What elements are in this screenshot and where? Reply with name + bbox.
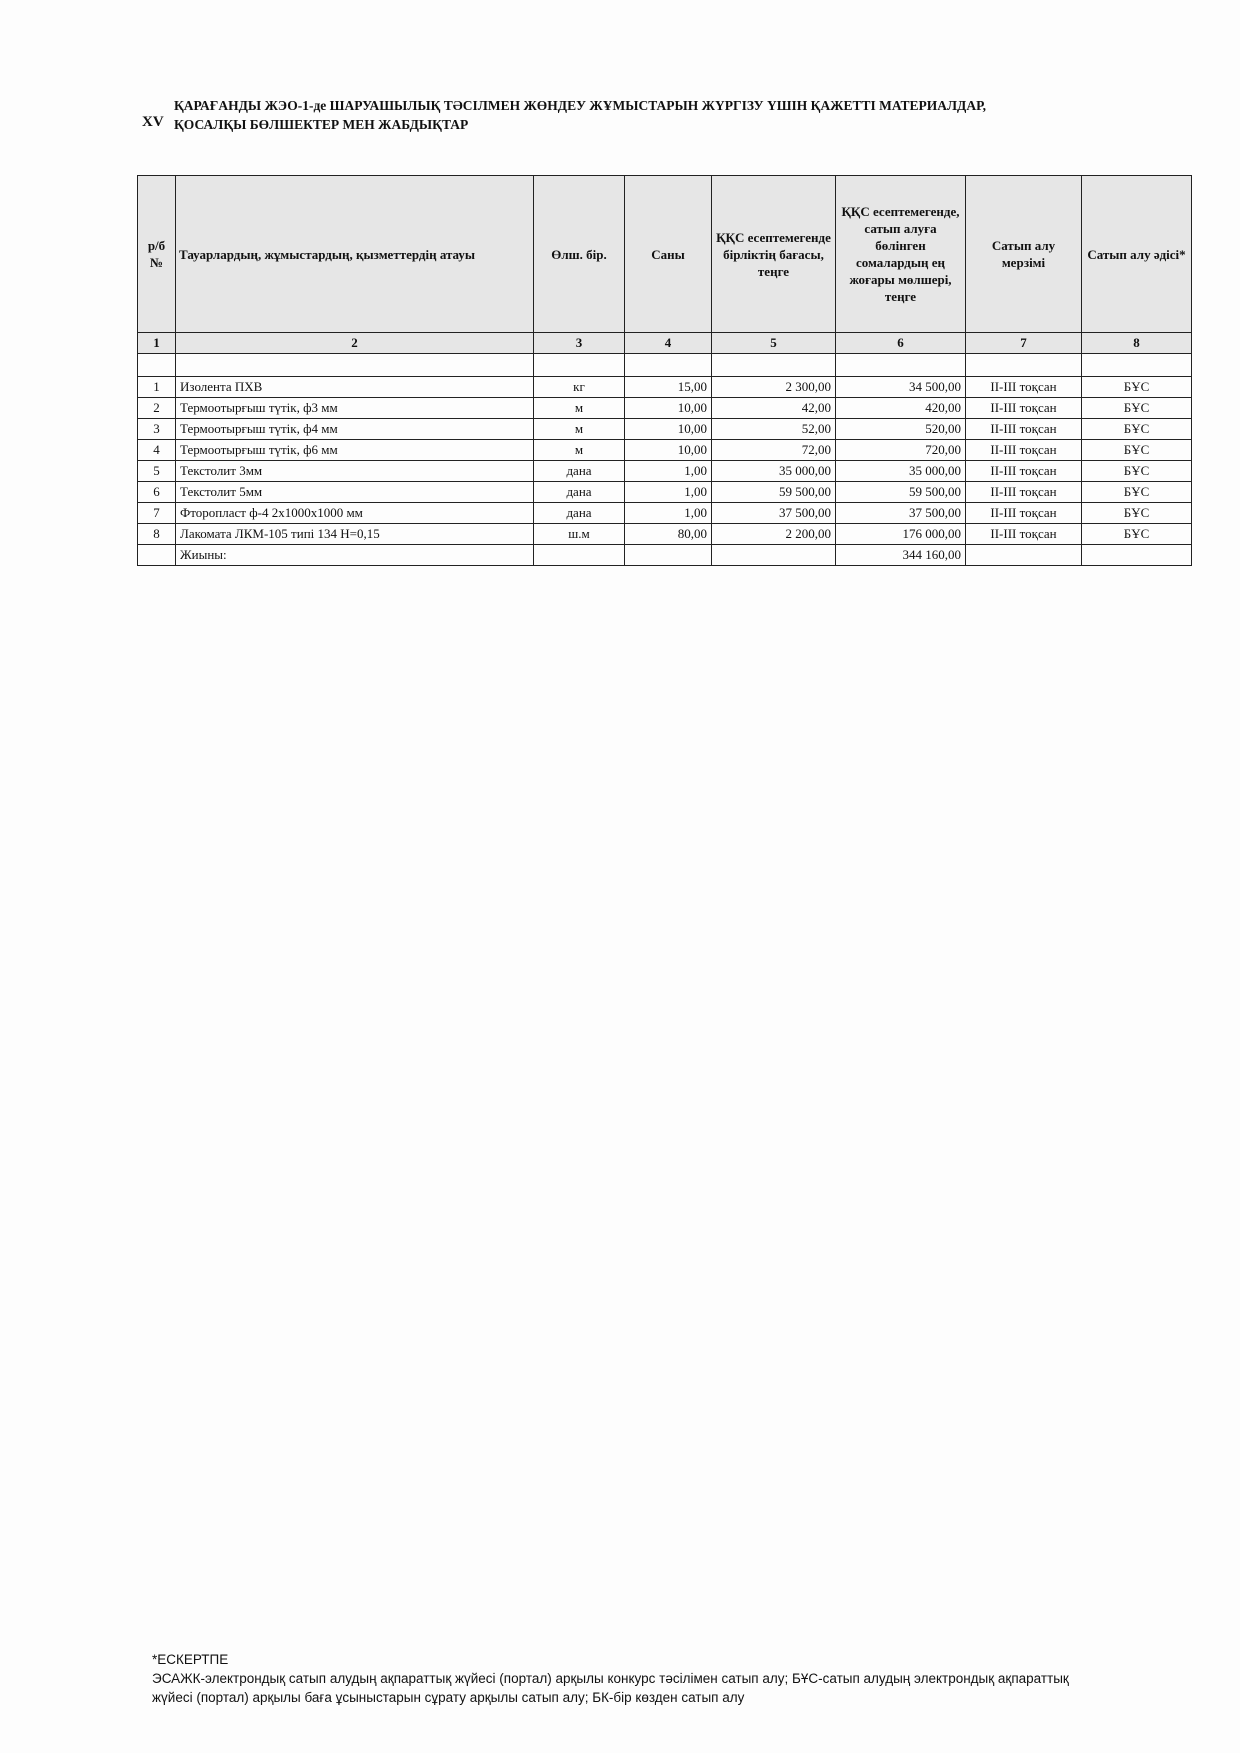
document-heading	[142, 96, 1122, 134]
item-quantity: 10,00	[625, 398, 712, 419]
header-max-amount: ҚҚС есептемегенде, сатып алуға бөлінген сомалардың ең жоғары мөлшері, теңге	[836, 176, 966, 333]
document-title	[174, 96, 986, 134]
table-row	[138, 503, 1192, 524]
row-number: 8	[138, 524, 176, 545]
item-unit: м	[534, 419, 625, 440]
table-row	[138, 524, 1192, 545]
item-quantity: 10,00	[625, 419, 712, 440]
materials-table	[137, 175, 1192, 566]
item-name: Лакомата ЛКМ-105 типі 134 Н=0,15	[176, 524, 534, 545]
section-number: XV	[142, 113, 164, 130]
item-method: БҰС	[1082, 377, 1192, 398]
total-label: Жиыны:	[176, 545, 534, 566]
column-number: 4	[625, 333, 712, 354]
item-period: II-III тоқсан	[966, 398, 1082, 419]
item-amount: 34 500,00	[836, 377, 966, 398]
item-quantity: 80,00	[625, 524, 712, 545]
empty-cell	[625, 545, 712, 566]
item-unit-price: 37 500,00	[712, 503, 836, 524]
row-number: 7	[138, 503, 176, 524]
item-method: БҰС	[1082, 440, 1192, 461]
column-number: 1	[138, 333, 176, 354]
empty-cell	[966, 545, 1082, 566]
empty-cell	[1082, 545, 1192, 566]
item-unit-price: 59 500,00	[712, 482, 836, 503]
footnote-line-2: жүйесі (портал) арқылы баға ұсыныстарын сұрату арқылы сатып алу; БК-бір көзден сатып алу	[152, 1690, 745, 1705]
item-quantity: 1,00	[625, 482, 712, 503]
column-number: 8	[1082, 333, 1192, 354]
item-quantity: 1,00	[625, 503, 712, 524]
item-period: II-III тоқсан	[966, 440, 1082, 461]
item-unit: дана	[534, 461, 625, 482]
item-period: II-III тоқсан	[966, 524, 1082, 545]
item-name: Термоотырғыш түтік, ф3 мм	[176, 398, 534, 419]
column-number-row	[138, 333, 1192, 354]
empty-cell	[138, 545, 176, 566]
item-unit-price: 42,00	[712, 398, 836, 419]
item-unit-price: 72,00	[712, 440, 836, 461]
item-unit-price: 52,00	[712, 419, 836, 440]
item-quantity: 10,00	[625, 440, 712, 461]
item-unit: ш.м	[534, 524, 625, 545]
footnote-line-1: ЭСАЖК-электрондық сатып алудың ақпараттық жүйесі (портал) арқылы конкурс тәсілімен сатып алу; БҰС-сатып алудың электрондық ақпараттық	[152, 1671, 1069, 1686]
row-number: 5	[138, 461, 176, 482]
item-method: БҰС	[1082, 419, 1192, 440]
empty-cell	[712, 354, 836, 377]
empty-cell	[1082, 354, 1192, 377]
header-unit-price: ҚҚС есептемегенде бірліктің бағасы, теңге	[712, 176, 836, 333]
item-method: БҰС	[1082, 503, 1192, 524]
title-line-1: ҚАРАҒАНДЫ ЖЭО-1-де ШАРУАШЫЛЫҚ ТӘСІЛМЕН ЖӨНДЕУ ЖҰМЫСТАРЫН ЖҮРГІЗУ ҮШІН ҚАЖЕТТІ МАТЕРИАЛДАР,	[174, 98, 987, 113]
item-amount: 520,00	[836, 419, 966, 440]
table-row	[138, 461, 1192, 482]
empty-cell	[625, 354, 712, 377]
row-number: 4	[138, 440, 176, 461]
item-name: Текстолит 3мм	[176, 461, 534, 482]
item-name: Фторопласт ф-4 2х1000х1000 мм	[176, 503, 534, 524]
item-period: II-III тоқсан	[966, 377, 1082, 398]
row-number: 3	[138, 419, 176, 440]
item-quantity: 1,00	[625, 461, 712, 482]
row-number: 6	[138, 482, 176, 503]
item-name: Изолента ПХВ	[176, 377, 534, 398]
table-row	[138, 377, 1192, 398]
item-method: БҰС	[1082, 482, 1192, 503]
header-index: р/б №	[138, 176, 176, 333]
row-number: 2	[138, 398, 176, 419]
item-unit-price: 2 300,00	[712, 377, 836, 398]
item-unit: м	[534, 398, 625, 419]
table-row	[138, 419, 1192, 440]
title-line-2: ҚОСАЛҚЫ БӨЛШЕКТЕР МЕН ЖАБДЫҚТАР	[174, 117, 469, 132]
header-unit: Өлш. бір.	[534, 176, 625, 333]
item-amount: 720,00	[836, 440, 966, 461]
column-number: 3	[534, 333, 625, 354]
column-number: 6	[836, 333, 966, 354]
item-amount: 37 500,00	[836, 503, 966, 524]
row-number: 1	[138, 377, 176, 398]
item-amount: 176 000,00	[836, 524, 966, 545]
item-period: II-III тоқсан	[966, 419, 1082, 440]
item-unit: дана	[534, 503, 625, 524]
empty-cell	[534, 545, 625, 566]
column-number: 5	[712, 333, 836, 354]
table-row	[138, 398, 1192, 419]
item-method: БҰС	[1082, 461, 1192, 482]
header-purchase-method: Сатып алу әдісі*	[1082, 176, 1192, 333]
item-period: II-III тоқсан	[966, 482, 1082, 503]
table-header-row	[138, 176, 1192, 333]
table-row	[138, 440, 1192, 461]
item-unit-price: 2 200,00	[712, 524, 836, 545]
item-method: БҰС	[1082, 524, 1192, 545]
item-amount: 420,00	[836, 398, 966, 419]
empty-row	[138, 354, 1192, 377]
item-name: Термоотырғыш түтік, ф6 мм	[176, 440, 534, 461]
item-method: БҰС	[1082, 398, 1192, 419]
total-amount: 344 160,00	[836, 545, 966, 566]
empty-cell	[712, 545, 836, 566]
item-amount: 35 000,00	[836, 461, 966, 482]
item-unit: кг	[534, 377, 625, 398]
header-purchase-period: Сатып алу мерзімі	[966, 176, 1082, 333]
item-period: II-III тоқсан	[966, 503, 1082, 524]
column-number: 2	[176, 333, 534, 354]
header-quantity: Саны	[625, 176, 712, 333]
footnote-title: *ЕСКЕРТПЕ	[152, 1652, 229, 1667]
table-row	[138, 482, 1192, 503]
empty-cell	[966, 354, 1082, 377]
item-period: II-III тоқсан	[966, 461, 1082, 482]
column-number: 7	[966, 333, 1082, 354]
empty-cell	[176, 354, 534, 377]
total-row	[138, 545, 1192, 566]
item-amount: 59 500,00	[836, 482, 966, 503]
item-unit: м	[534, 440, 625, 461]
item-name: Текстолит 5мм	[176, 482, 534, 503]
item-unit-price: 35 000,00	[712, 461, 836, 482]
empty-cell	[534, 354, 625, 377]
footnote	[152, 1650, 1192, 1707]
empty-cell	[138, 354, 176, 377]
empty-cell	[836, 354, 966, 377]
item-unit: дана	[534, 482, 625, 503]
item-name: Термоотырғыш түтік, ф4 мм	[176, 419, 534, 440]
item-quantity: 15,00	[625, 377, 712, 398]
header-name: Тауарлардың, жұмыстардың, қызметтердің атауы	[176, 176, 534, 333]
